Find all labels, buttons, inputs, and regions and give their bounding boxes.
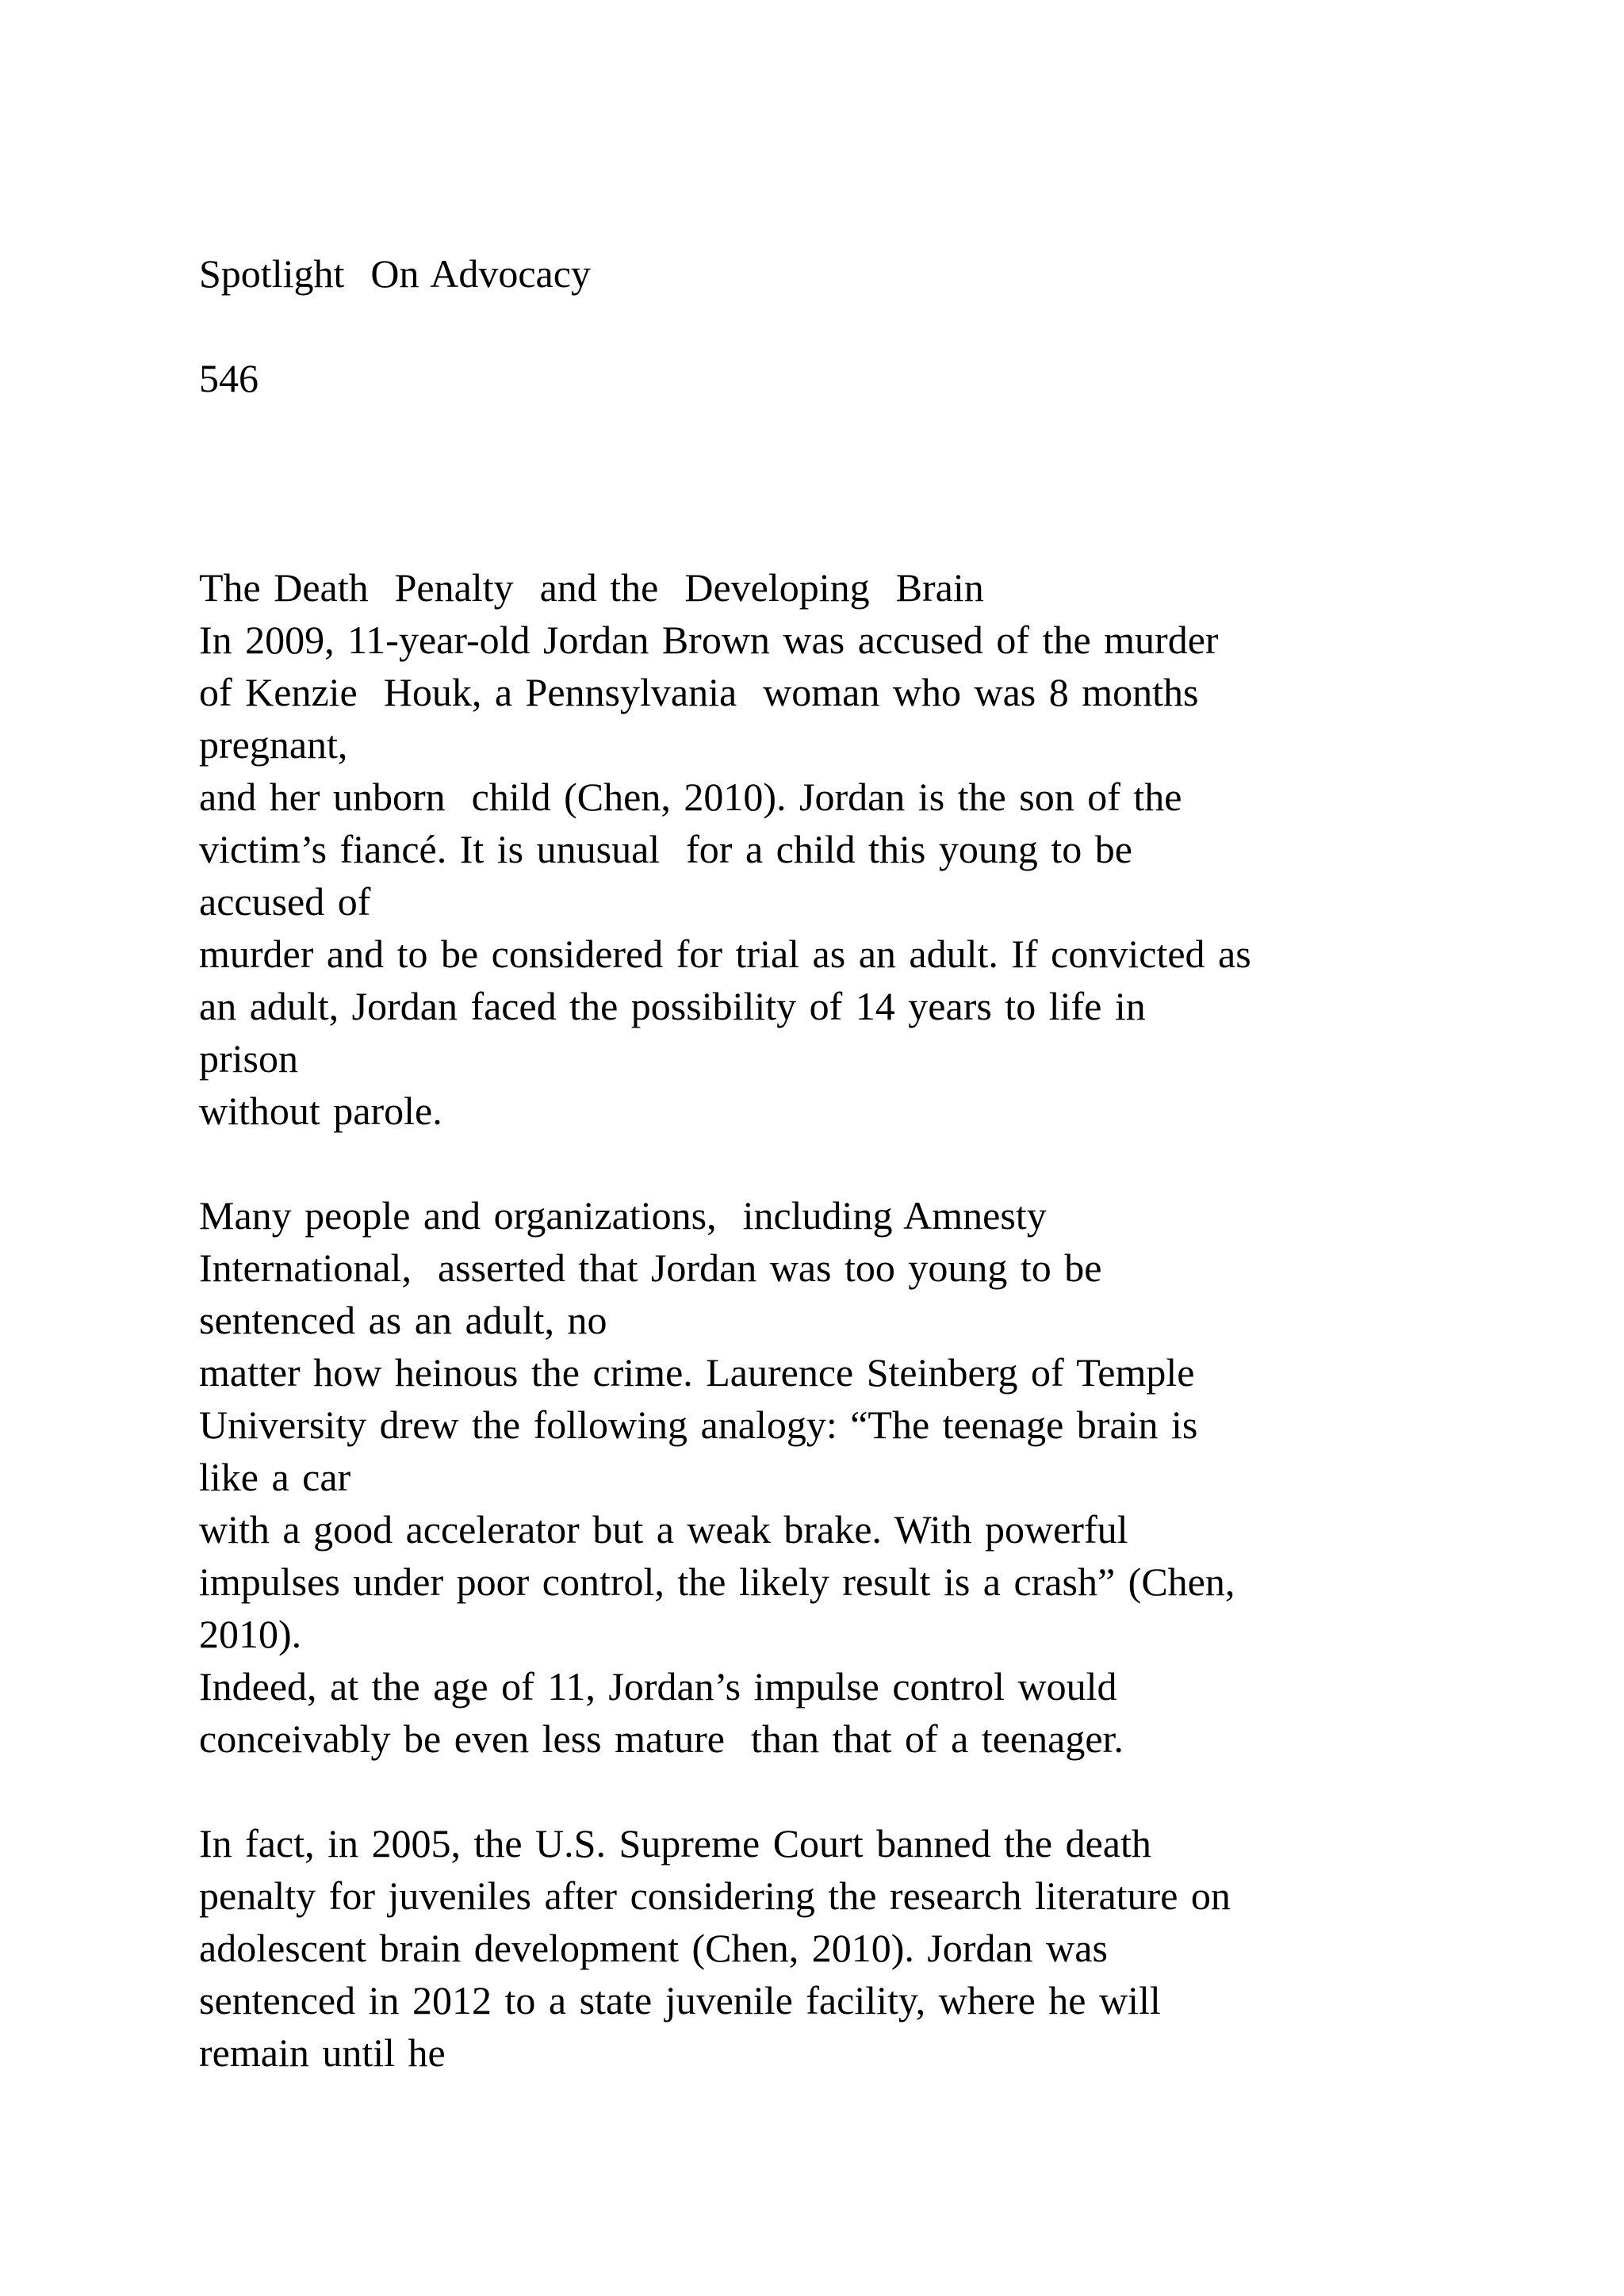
text-line: remain until he [199,2030,446,2075]
text-line: pregnant, [199,722,348,767]
text-line: impulses under poor control, the likely result is a crash” (Chen, [199,1559,1235,1604]
text-line: accused of [199,879,371,924]
text-line: of Kenzie Houk, a Pennsylvania woman who was 8 months [199,670,1199,714]
text-line: Many people and organizations, including Amnesty [199,1193,1047,1238]
text-line: University drew the following analogy: “The teenage brain is [199,1402,1198,1447]
text-line: matter how heinous the crime. Laurence Steinberg of Temple [199,1350,1195,1395]
text-line: victim’s fiancé. It is unusual for a child this young to be [199,827,1132,871]
text-line: sentenced as an adult, no [199,1298,607,1342]
text-line: adolescent brain development (Chen, 2010). Jordan was [199,1926,1108,1970]
text-line: 2010). [199,1612,302,1656]
text-line: with a good accelerator but a weak brake. With powerful [199,1507,1128,1552]
text-line: sentenced in 2012 to a state juvenile facility, where he will [199,1978,1161,2022]
text-line: Indeed, at the age of 11, Jordan’s impulse control would [199,1664,1117,1709]
running-header: Spotlight On Advocacy [199,251,591,296]
article-heading: The Death Penalty and the Developing Brain [199,565,984,610]
text-line: like a car [199,1455,351,1499]
text-line: In 2009, 11-year-old Jordan Brown was accused of the murder [199,618,1219,662]
text-line: prison [199,1036,298,1081]
text-line: an adult, Jordan faced the possibility of 14 years to life in [199,984,1146,1028]
text-line: penalty for juveniles after considering the research literature on [199,1873,1231,1918]
text-line: without parole. [199,1089,442,1133]
text-line: and her unborn child (Chen, 2010). Jordan is the son of the [199,775,1182,819]
text-line: murder and to be considered for trial as an adult. If convicted as [199,932,1251,976]
text-line: In fact, in 2005, the U.S. Supreme Court banned the death [199,1821,1151,1866]
text-line: conceivably be even less mature than that of a teenager. [199,1716,1124,1761]
page-number: 546 [199,356,259,400]
text-line: International, asserted that Jordan was too young to be [199,1246,1102,1290]
